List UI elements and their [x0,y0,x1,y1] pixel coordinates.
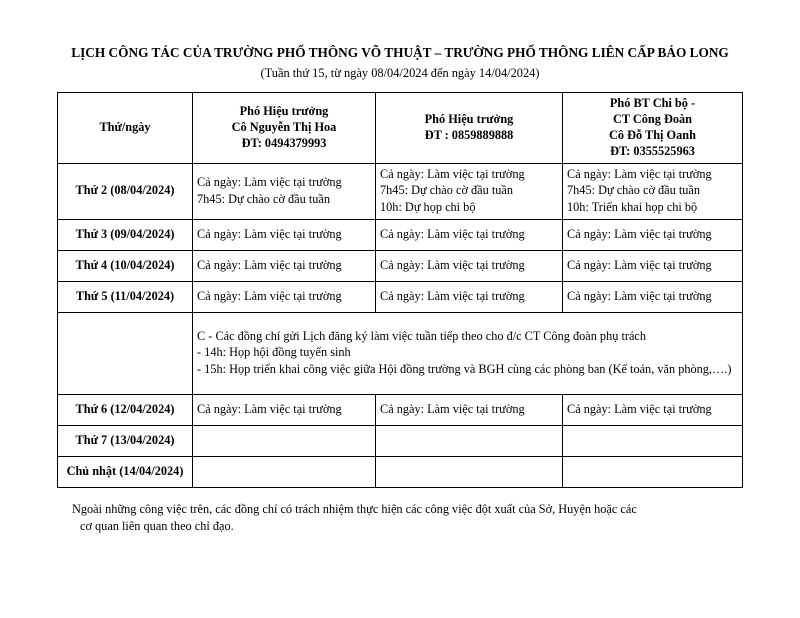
cell-day: Chủ nhật (14/04/2024) [58,456,193,487]
cell-person3-tasks [563,219,743,250]
cell-person3-tasks [563,456,743,487]
header-cell-person2 [376,92,563,163]
cell-person3-tasks [563,394,743,425]
cell-person1-tasks [193,281,376,312]
task-line: Cả ngày: Làm việc tại trường [380,401,525,416]
table-row [58,250,743,281]
task-line: Cả ngày: Làm việc tại trường [380,257,525,272]
task-line: Cả ngày: Làm việc tại trường [197,226,342,241]
schedule-table-wrapper [0,92,800,488]
cell-day: Thứ 7 (13/04/2024) [58,425,193,456]
task-line: Cả ngày: Làm việc tại trường [567,257,712,272]
cell-person2-tasks [376,456,563,487]
cell-person3-tasks [563,281,743,312]
task-line: Cả ngày: Làm việc tại trường [197,401,342,416]
cell-day: Thứ 5 (11/04/2024) [58,281,193,312]
table-row [58,425,743,456]
header-person2-phone: ĐT : 0859889888 [424,128,514,143]
header-person3-role-line1: Phó BT Chi bộ - [609,95,696,110]
header-person1-phone: ĐT: 0494379993 [241,136,327,151]
task-line: Cả ngày: Làm việc tại trường [380,226,525,241]
table-row [58,163,743,219]
table-row [58,312,743,394]
task-line: Cả ngày: Làm việc tại trường [197,175,342,190]
cell-person2-tasks [376,281,563,312]
document-title: LỊCH CÔNG TÁC CỦA TRƯỜNG PHỔ THÔNG VÕ THUẬT – TRƯỜNG PHỔ THÔNG LIÊN CẤP BẢO LONG [71,45,729,60]
task-line: 7h45: Dự chào cờ đầu tuần [567,183,701,198]
schedule-table [57,92,743,488]
table-row [58,456,743,487]
cell-day: Thứ 2 (08/04/2024) [58,163,193,219]
task-line: 7h45: Dự chào cờ đầu tuần [380,183,514,198]
cell-day: Thứ 4 (10/04/2024) [58,250,193,281]
task-line: Cả ngày: Làm việc tại trường [567,226,712,241]
cell-person1-tasks [193,456,376,487]
cell-person2-tasks [376,163,563,219]
header-person2-role: Phó Hiệu trưởng [424,111,514,126]
header-person3-phone: ĐT: 0355525963 [610,144,695,159]
header-person1-name: Cô Nguyễn Thị Hoa [231,120,337,135]
cell-person2-tasks [376,394,563,425]
header-cell-person3 [563,92,743,163]
merged-note-line: - 15h: Họp triển khai công việc giữa Hội đồng trường và BGH cùng các phòng ban (Kế toán, văn phòng,….) [197,361,732,376]
table-row [58,394,743,425]
cell-person1-tasks [193,425,376,456]
header-cell-person1 [193,92,376,163]
cell-merged-notes [193,312,743,394]
header-person3-name: Cô Đỗ Thị Oanh [609,128,696,143]
task-line: Cả ngày: Làm việc tại trường [380,167,525,182]
table-row [58,219,743,250]
cell-person3-tasks [563,425,743,456]
schedule-table-body [58,92,743,487]
task-line: Cả ngày: Làm việc tại trường [567,167,712,182]
task-line: Cả ngày: Làm việc tại trường [197,257,342,272]
cell-day: Thứ 6 (12/04/2024) [58,394,193,425]
table-header-row [58,92,743,163]
task-line: Cả ngày: Làm việc tại trường [567,401,712,416]
cell-person3-tasks [563,250,743,281]
task-line: Cả ngày: Làm việc tại trường [567,288,712,303]
task-line: Cả ngày: Làm việc tại trường [380,288,525,303]
table-row [58,281,743,312]
header-person1-role: Phó Hiệu trưởng [239,103,329,118]
cell-person1-tasks [193,394,376,425]
task-line: 10h: Triển khai họp chi bộ [567,199,698,214]
footnote-line-2: cơ quan liên quan theo chỉ đạo. [80,519,234,534]
cell-person2-tasks [376,425,563,456]
cell-person1-tasks [193,250,376,281]
header-person3-role-line2: CT Công Đoàn [612,111,693,126]
cell-person2-tasks [376,219,563,250]
document-subtitle: (Tuần thứ 15, từ ngày 08/04/2024 đến ngày 14/04/2024) [260,65,540,80]
cell-person1-tasks [193,163,376,219]
task-line: 7h45: Dự chào cờ đầu tuần [197,191,331,206]
footnote [0,501,800,537]
cell-day [58,312,193,394]
task-line: 10h: Dự họp chi bộ [380,199,476,214]
merged-note-line: C - Các đồng chí gửi Lịch đăng ký làm việc tuần tiếp theo cho đ/c CT Công đoàn phụ trách [197,328,647,343]
task-line: Cả ngày: Làm việc tại trường [197,288,342,303]
cell-day: Thứ 3 (09/04/2024) [58,219,193,250]
footnote-line-1: Ngoài những công việc trên, các đồng chí có trách nhiệm thực hiện các công việc đột xuất của Sở, Huyện hoặc các [72,501,637,516]
title-block [0,0,800,81]
cell-person2-tasks [376,250,563,281]
cell-person1-tasks [193,219,376,250]
cell-person3-tasks [563,163,743,219]
header-cell-day: Thứ/ngày [58,92,193,163]
merged-note-line: - 14h: Họp hội đồng tuyển sinh [197,345,351,360]
